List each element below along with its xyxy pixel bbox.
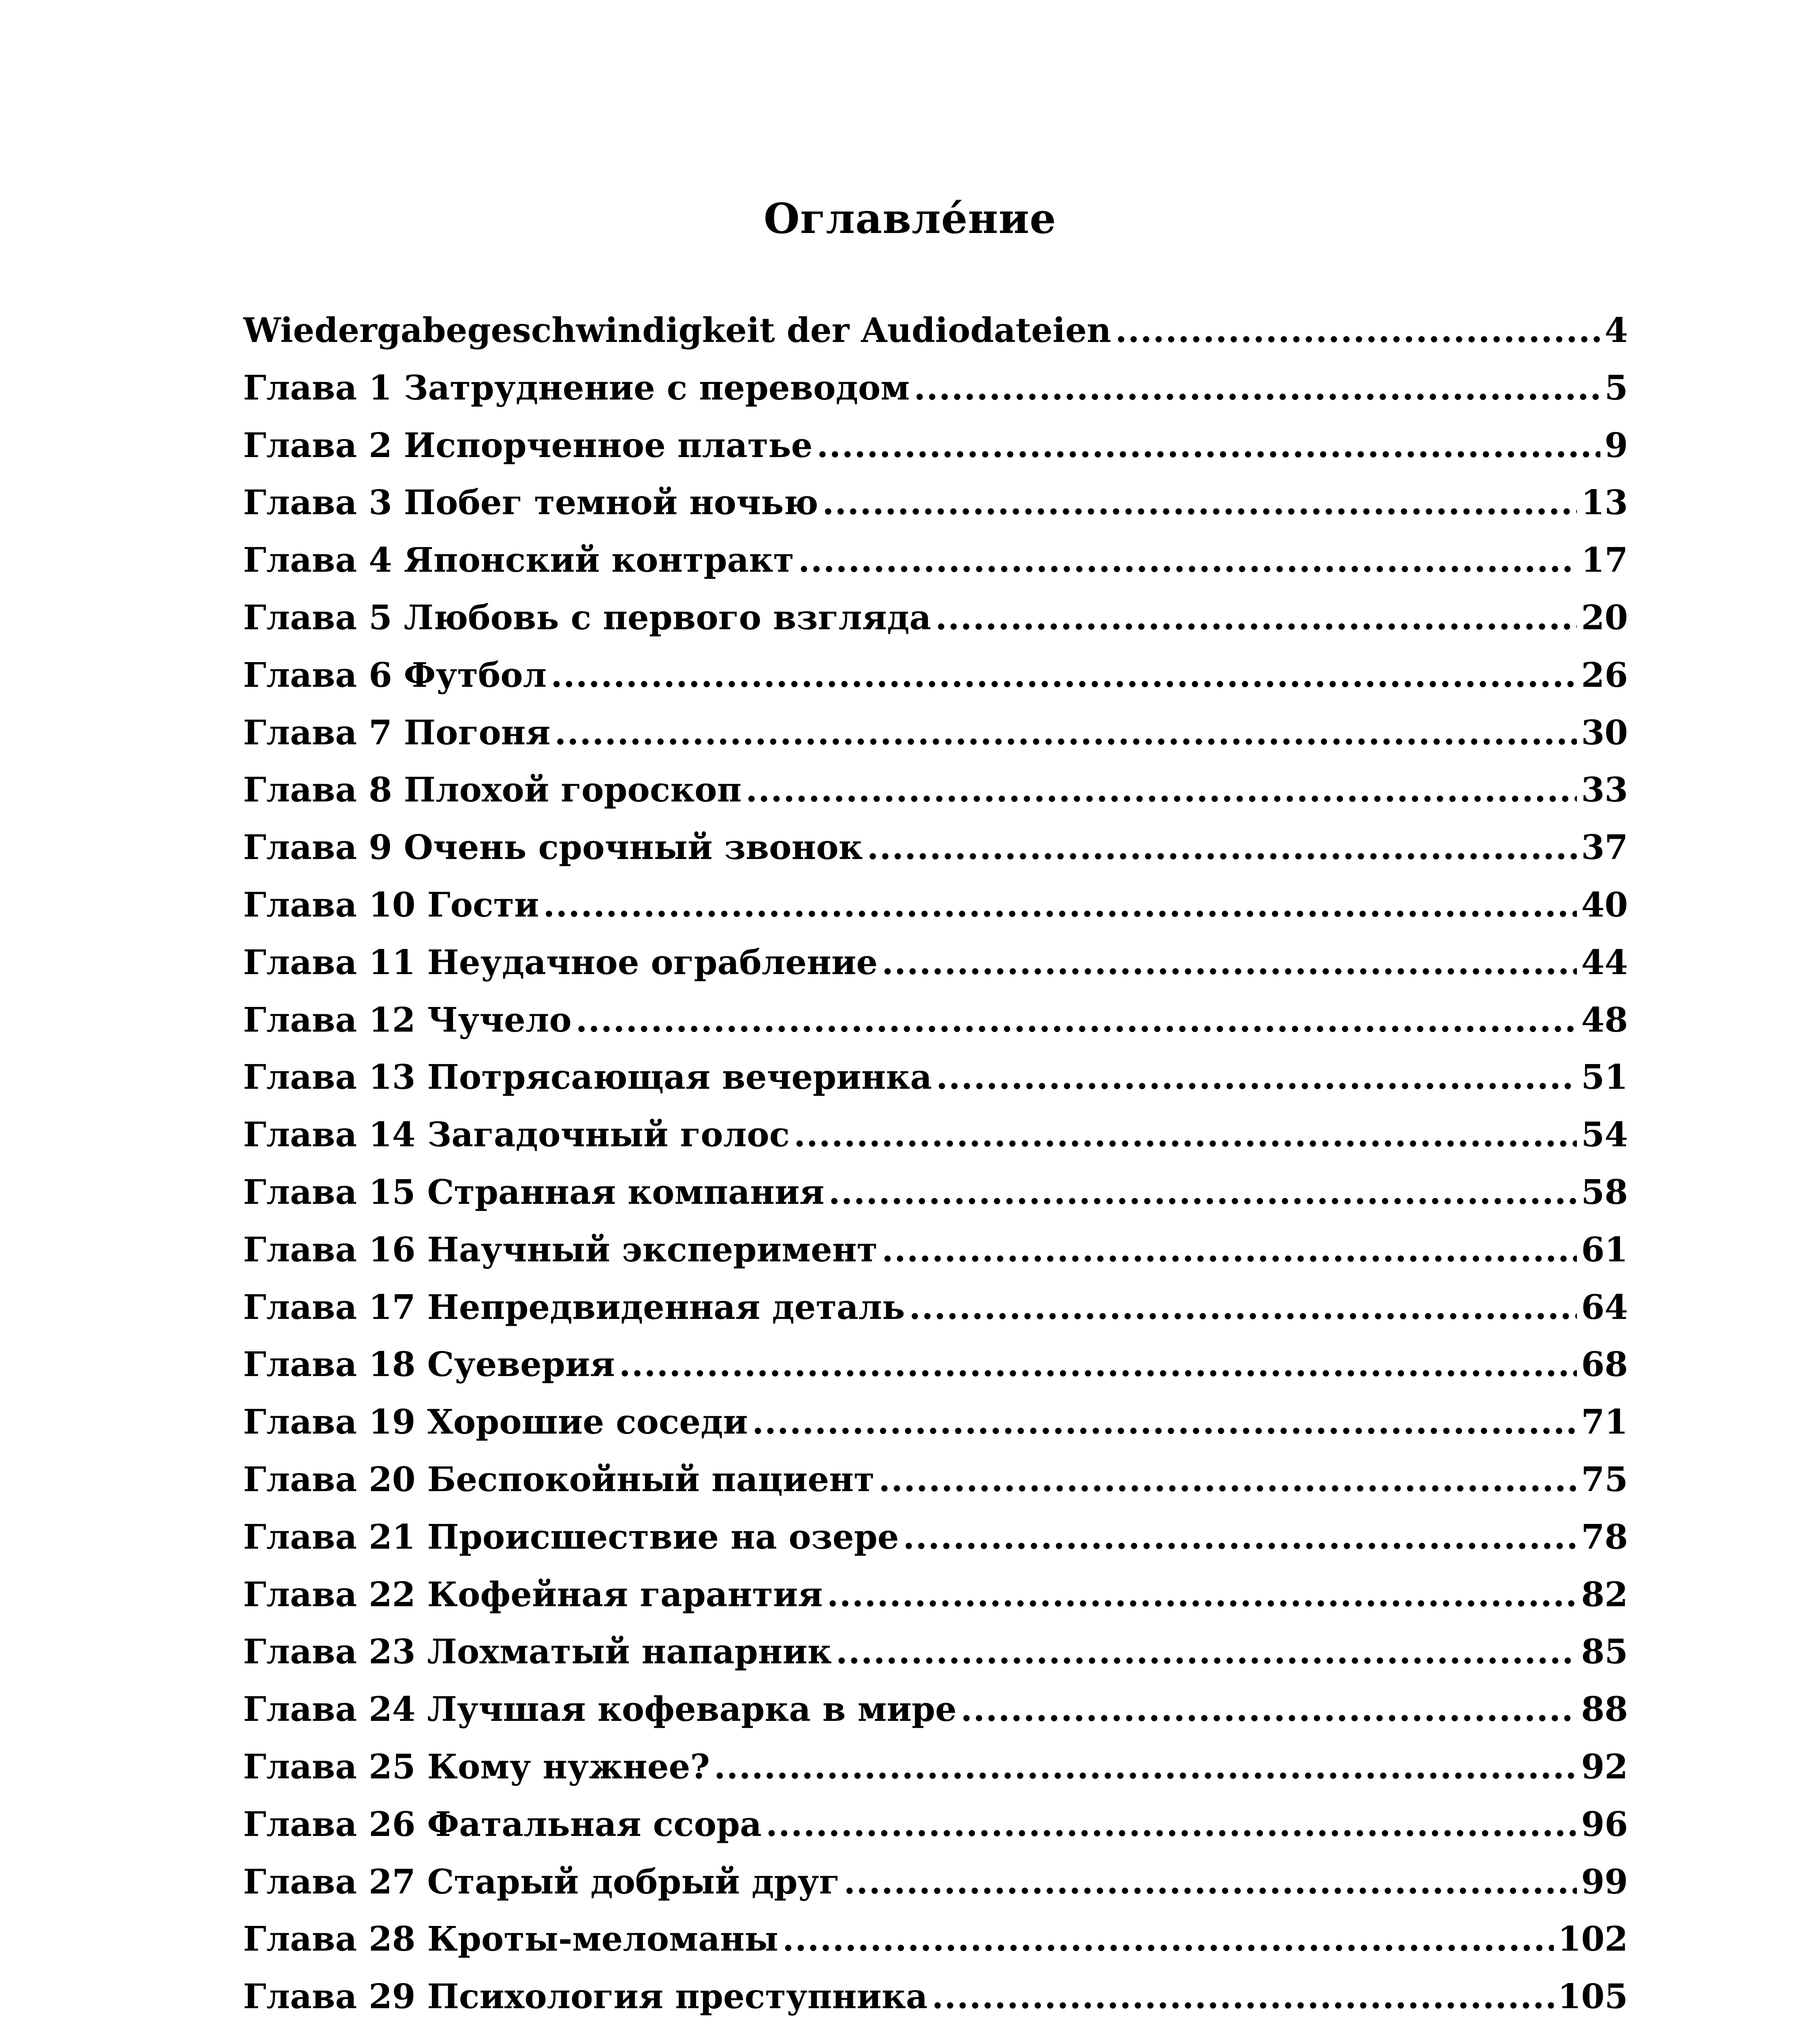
toc-entry-page-number: 48: [1581, 1000, 1628, 1040]
toc-dot-leader: [914, 359, 1600, 417]
toc-entry[interactable]: [243, 417, 1628, 474]
toc-entry-page-number: 92: [1581, 1746, 1628, 1787]
toc-entry[interactable]: [243, 1164, 1628, 1221]
toc-dot-leader: [746, 761, 1577, 819]
toc-entry-page-number: 13: [1581, 483, 1628, 523]
toc-dot-leader: [766, 1796, 1577, 1853]
toc-entry-label: Глава 9 Очень срочный звонок: [243, 827, 863, 868]
toc-dot-leader: [829, 1164, 1577, 1221]
toc-dot-leader: [714, 1738, 1577, 1796]
toc-entry-label: Глава 12 Чучело: [243, 1000, 572, 1040]
toc-entry-label: Глава 26 Фатальная ссора: [243, 1804, 762, 1844]
toc-entry[interactable]: [243, 934, 1628, 992]
toc-entry[interactable]: [243, 1221, 1628, 1279]
toc-entry[interactable]: [243, 359, 1628, 417]
toc-entry[interactable]: [243, 1049, 1628, 1106]
toc-entry-label: Глава 16 Научный эксперимент: [243, 1229, 878, 1269]
toc-entry-label: Глава 13 Потрясающая вечеринка: [243, 1057, 932, 1097]
toc-entry[interactable]: [243, 1106, 1628, 1164]
toc-entry[interactable]: [243, 1393, 1628, 1451]
toc-dot-leader: [836, 1623, 1577, 1681]
toc-entry-page-number: 64: [1581, 1287, 1628, 1327]
toc-dot-leader: [844, 1853, 1577, 1911]
toc-entry-label: Глава 7 Погоня: [243, 712, 551, 752]
toc-entry-page-number: 44: [1581, 942, 1628, 982]
toc-entry-page-number: 5: [1604, 368, 1628, 408]
toc-entry-label: Глава 28 Кроты-меломаны: [243, 1919, 778, 1959]
toc-entry-label: Глава 24 Лучшая кофеварка в мире: [243, 1689, 957, 1729]
toc-entry[interactable]: [243, 1509, 1628, 1566]
toc-dot-leader: [878, 1451, 1577, 1509]
toc-dot-leader: [551, 647, 1577, 704]
toc-dot-leader: [822, 474, 1577, 532]
toc-dot-leader: [782, 1911, 1554, 1968]
toc-entry[interactable]: [243, 1336, 1628, 1393]
toc-entry[interactable]: [243, 1279, 1628, 1336]
toc-entry[interactable]: [243, 589, 1628, 647]
toc-entry-page-number: 99: [1581, 1861, 1628, 1902]
toc-entry-label: Глава 21 Происшествие на озере: [243, 1517, 899, 1557]
toc-entry-page-number: 58: [1581, 1172, 1628, 1212]
toc-entry-page-number: 30: [1581, 712, 1628, 752]
toc-entry-label: Глава 10 Гости: [243, 885, 539, 925]
toc-entry[interactable]: [243, 1853, 1628, 1911]
toc-entry[interactable]: [243, 647, 1628, 704]
toc-entry-page-number: 17: [1581, 540, 1628, 580]
toc-entry-label: Глава 1 Затруднение с переводом: [243, 368, 910, 408]
toc-entry-label: Глава 22 Кофейная гарантия: [243, 1574, 823, 1614]
toc-dot-leader: [909, 1279, 1577, 1336]
toc-dot-leader: [816, 417, 1600, 474]
toc-dot-leader: [882, 1221, 1577, 1279]
toc-entry[interactable]: [243, 1738, 1628, 1796]
toc-entry-page-number: 75: [1581, 1459, 1628, 1499]
toc-dot-leader: [752, 1393, 1577, 1451]
toc-entry-page-number: 37: [1581, 827, 1628, 868]
toc-entry[interactable]: [243, 474, 1628, 532]
toc-entry-page-number: 40: [1581, 885, 1628, 925]
toc-entry-label: Глава 27 Старый добрый друг: [243, 1861, 840, 1902]
toc-dot-leader: [555, 704, 1577, 762]
toc-entry-page-number: 33: [1581, 770, 1628, 810]
toc-entry[interactable]: [243, 532, 1628, 589]
toc-entry-label: Глава 2 Испорченное платье: [243, 425, 813, 465]
toc-entry-page-number: 85: [1581, 1632, 1628, 1672]
toc-entry[interactable]: [243, 1968, 1628, 2026]
toc-entry-page-number: 102: [1557, 1919, 1628, 1959]
toc-dot-leader: [543, 876, 1577, 934]
toc-entry-page-number: 51: [1581, 1057, 1628, 1097]
toc-entry-label: Глава 17 Непредвиденная деталь: [243, 1287, 905, 1327]
toc-entry-label: Глава 15 Странная компания: [243, 1172, 825, 1212]
toc-entry-page-number: 4: [1604, 310, 1628, 350]
toc-dot-leader: [936, 1049, 1577, 1106]
toc-entry-page-number: 82: [1581, 1574, 1628, 1614]
toc-dot-leader: [961, 1681, 1577, 1738]
toc-entry-label: Глава 8 Плохой гороскоп: [243, 770, 742, 810]
toc-entry[interactable]: [243, 1681, 1628, 1738]
toc-dot-leader: [576, 992, 1577, 1049]
toc-entry-label: Глава 29 Психология преступника: [243, 1977, 928, 2017]
toc-entry[interactable]: [243, 1796, 1628, 1853]
toc-dot-leader: [1115, 302, 1601, 359]
toc-dot-leader: [619, 1336, 1577, 1393]
toc-entry[interactable]: [243, 876, 1628, 934]
toc-entry-page-number: 105: [1557, 1977, 1628, 2017]
toc-entry[interactable]: [243, 819, 1628, 876]
toc-entry-label: Глава 3 Побег темной ночью: [243, 483, 818, 523]
toc-entry-page-number: 20: [1581, 597, 1628, 637]
toc-dot-leader: [932, 1968, 1554, 2026]
toc-entry-page-number: 61: [1581, 1229, 1628, 1269]
toc-entry-label: Глава 18 Суеверия: [243, 1344, 615, 1385]
toc-dot-leader: [935, 589, 1577, 647]
toc-entry-page-number: 78: [1581, 1517, 1628, 1557]
toc-entry-label: Глава 11 Неудачное ограбление: [243, 942, 878, 982]
toc-entry[interactable]: [243, 1911, 1628, 1968]
toc-entry-label: Глава 19 Хорошие соседи: [243, 1402, 748, 1442]
toc-entry-label: Глава 5 Любовь с первого взгляда: [243, 597, 931, 637]
toc-entry-label: Глава 20 Беспокойный пациент: [243, 1459, 875, 1499]
toc-dot-leader: [882, 934, 1577, 992]
toc-entry-label: Глава 6 Футбол: [243, 655, 547, 695]
toc-entry[interactable]: [243, 704, 1628, 762]
toc-entry[interactable]: [243, 302, 1628, 359]
toc-dot-leader: [798, 532, 1577, 589]
toc-dot-leader: [867, 819, 1577, 876]
toc-entry-label: Глава 4 Японский контракт: [243, 540, 794, 580]
toc-entry-page-number: 88: [1581, 1689, 1628, 1729]
toc-entry[interactable]: [243, 1623, 1628, 1681]
toc-entry[interactable]: [243, 992, 1628, 1049]
toc-entry-page-number: 26: [1581, 655, 1628, 695]
toc-entry-page-number: 9: [1604, 425, 1628, 465]
page-title: Оглавле́ние: [763, 194, 1057, 243]
toc-dot-leader: [903, 1509, 1577, 1566]
toc-dot-leader: [794, 1106, 1577, 1164]
toc-dot-leader: [827, 1566, 1577, 1624]
toc-entry-label: Глава 23 Лохматый напарник: [243, 1632, 832, 1672]
table-of-contents: [243, 302, 1628, 2026]
toc-entry-label: Wiedergabegeschwindigkeit der Audiodateien: [243, 310, 1111, 350]
toc-entry[interactable]: [243, 1566, 1628, 1624]
toc-entry-page-number: 68: [1581, 1344, 1628, 1385]
toc-entry-page-number: 96: [1581, 1804, 1628, 1844]
toc-entry[interactable]: [243, 761, 1628, 819]
toc-entry-page-number: 71: [1581, 1402, 1628, 1442]
toc-entry-label: Глава 14 Загадочный голос: [243, 1115, 790, 1155]
toc-entry-page-number: 54: [1581, 1115, 1628, 1155]
toc-entry[interactable]: [243, 1451, 1628, 1509]
toc-entry-label: Глава 25 Кому нужнее?: [243, 1746, 710, 1787]
